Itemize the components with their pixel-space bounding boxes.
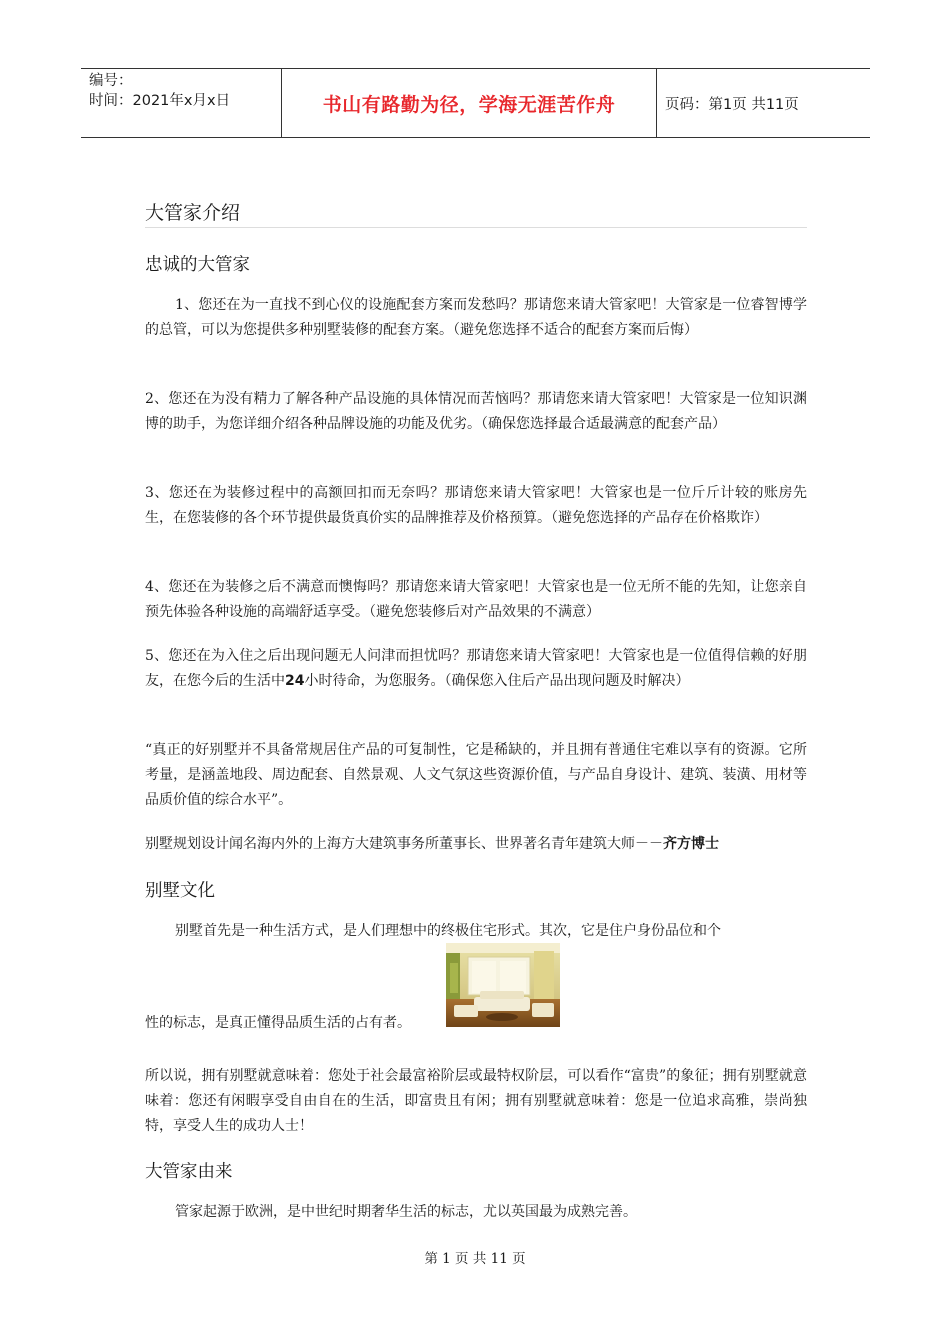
attribution-name: 齐方博士 (663, 836, 719, 852)
attribution-line (145, 832, 807, 857)
header-meta (81, 69, 282, 137)
attribution-text: 别墅规划设计闻名海内外的上海方大建筑事务所董事长、世界著名青年建筑大师－－ (145, 836, 663, 852)
section-title-loyal: 忠诚的大管家 (145, 255, 250, 275)
paragraph-villa-2: 所以说，拥有别墅就意味着：您处于社会最富裕阶层或最特权阶层，可以看作“富贵”的象征；拥有别墅就意味着：您还有闲暇享受自由自在的生活，即富贵且有闲；拥有别墅就意味着：您是一位追求高雅，崇尚独特，享受人生的成功人士！ (145, 1068, 807, 1134)
time-label: 时间：2021年x月x日 (89, 93, 231, 109)
section-title-villa: 别墅文化 (145, 881, 215, 901)
paragraph-loyal-5 (145, 644, 807, 694)
paragraph-loyal-1: 1、您还在为一直找不到心仪的设施配套方案而发愁吗？那请您来请大管家吧！大管家是一位睿智博学的总管，可以为您提供多种别墅装修的配套方案。（避免您选择不适合的配套方案而后悔） (145, 297, 807, 338)
section-title-origin: 大管家由来 (145, 1162, 233, 1182)
p5-hours: 24 (285, 673, 305, 689)
villa-interior-image (446, 943, 560, 1027)
title-divider (145, 227, 807, 228)
paragraph-loyal-2: 2、您还在为没有精力了解各种产品设施的具体情况而苦恼吗？那请您来请大管家吧！大管家是一位知识渊博的助手，为您详细介绍各种品牌设施的功能及优劣。（确保您选择最合适最满意的配套产品） (145, 391, 807, 432)
paragraph-loyal-3: 3、您还在为装修过程中的高额回扣而无奈吗？那请您来请大管家吧！大管家也是一位斤斤计较的账房先生，在您装修的各个环节提供最货真价实的品牌推荐及价格预算。（避免您选择的产品存在价格欺诈） (145, 485, 807, 526)
page-indicator: 页码：第1页 共11页 (665, 96, 799, 113)
page-footer: 第 1 页 共 11 页 (424, 1251, 526, 1267)
paragraph-origin-1: 管家起源于欧洲，是中世纪时期奢华生活的标志，尤以英国最为成熟完善。 (175, 1204, 637, 1220)
paragraph-loyal-4: 4、您还在为装修之后不满意而懊悔吗？那请您来请大管家吧！大管家也是一位无所不能的先知，让您亲自预先体验各种设施的高端舒适享受。（避免您装修后对产品效果的不满意） (145, 579, 807, 620)
p5-text-c: 小时待命，为您服务。（确保您入住后产品出现问题及时解决） (304, 673, 690, 689)
header-motto: 书山有路勤为径，学海无涯苦作舟 (282, 69, 657, 137)
p5-text-a: 5、您还在为入住之后出现问题无人问津而担忧吗？那请您来请大管家吧！大管家也是一位值得信赖的好朋友，在您今后的生活中 (145, 648, 807, 689)
code-label: 编号： (89, 73, 133, 89)
quote-paragraph: “真正的好别墅并不具备常规居住产品的可复制性，它是稀缺的，并且拥有普通住宅难以享有的资源。它所考量，是涵盖地段、周边配套、自然景观、人文气氛这些资源价值，与产品自身设计、建筑、装潢、用材等品质价值的综合水平”。 (145, 742, 807, 808)
paragraph-villa-1a: 别墅首先是一种生活方式，是人们理想中的终极住宅形式。其次，它是住户身份品位和个 (175, 923, 721, 939)
header-table (81, 68, 870, 138)
paragraph-villa-1b: 性的标志，是真正懂得品质生活的占有者。 (145, 1015, 411, 1031)
section-title-intro: 大管家介绍 (145, 202, 241, 224)
